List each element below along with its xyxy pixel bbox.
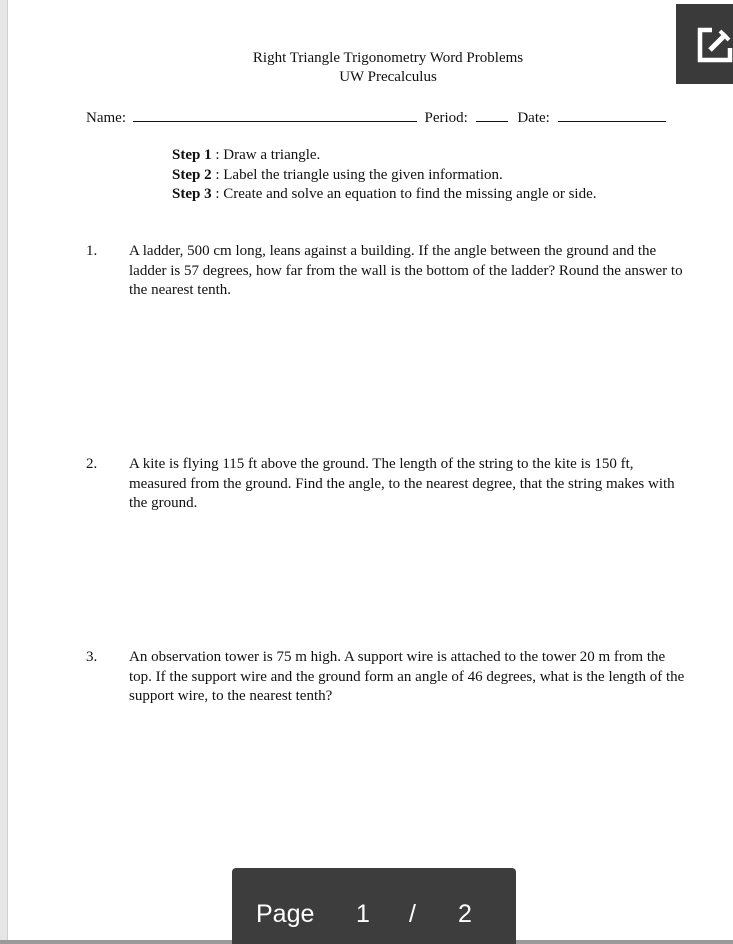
open-external-button[interactable] — [676, 4, 733, 84]
problem-number: 1. — [86, 243, 98, 259]
date-blank — [558, 107, 666, 122]
page-indicator — [232, 868, 516, 944]
instructions — [172, 146, 597, 205]
document-header — [8, 49, 733, 87]
problem-text: An observation tower is 75 m high. A support wire is attached to the tower 20 m from the top. If the support wire and the ground form an angle of 46 degrees, what is the length of the support wire, to the nearest tenth? — [129, 649, 685, 704]
step-text: : Label the triangle using the given information. — [211, 166, 503, 183]
problem-number: 3. — [86, 649, 98, 665]
open-external-icon — [696, 26, 733, 64]
page-title: Right Triangle Trigonometry Word Problems — [252, 50, 524, 66]
total-pages: 2 — [458, 900, 472, 928]
page-label: Page — [256, 900, 315, 928]
document-page — [8, 0, 733, 940]
step-text: : Create and solve an equation to find the missing angle or side. — [211, 186, 597, 202]
step-label: Step 1 — [172, 147, 212, 163]
problem-text: A ladder, 500 cm long, leans against a building. If the angle between the ground and the ladder is 57 degrees, how far from the wall is the bottom of the ladder? Round the answer to the nearest tenth. — [129, 243, 683, 298]
problem-text: A kite is flying 115 ft above the ground. The length of the string to the kite is 150 ft, measured from the ground. Find the angle, to the nearest degree, that the string makes with the ground. — [129, 456, 675, 511]
step-item — [172, 185, 597, 205]
step-label: Step 2 — [172, 166, 212, 183]
page-separator: / — [409, 900, 416, 928]
student-info-line — [86, 107, 666, 127]
name-label: Name: — [86, 110, 126, 126]
page-subtitle: UW Precalculus — [339, 69, 437, 85]
step-label: Step 3 — [172, 186, 212, 202]
step-text: : Draw a triangle. — [211, 147, 321, 163]
left-edge — [0, 0, 8, 944]
date-label: Date: — [517, 110, 550, 126]
name-blank — [133, 107, 417, 122]
step-item — [172, 166, 597, 186]
period-blank — [476, 107, 508, 122]
problem-number: 2. — [86, 456, 98, 472]
period-label: Period: — [424, 110, 468, 126]
step-item — [172, 146, 597, 166]
current-page: 1 — [356, 900, 370, 928]
